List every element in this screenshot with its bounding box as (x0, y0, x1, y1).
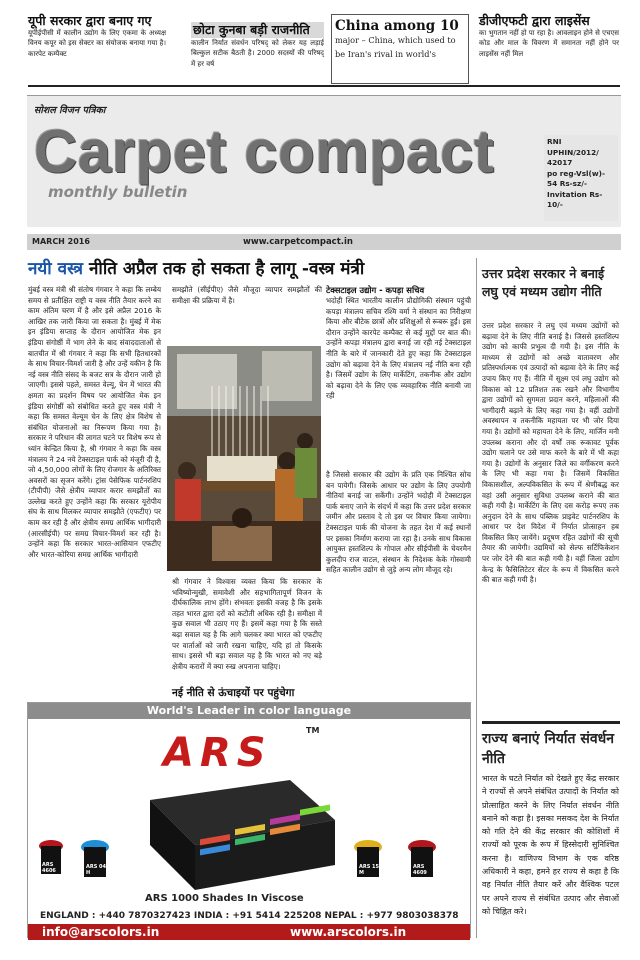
article-column-2-bottom: श्री गंगवार ने विश्वास व्यक्त किया कि सरकार के भविष्योन्मुखी, समावेशी और सहभागितापूर्ण विजन के दीर्घकालिक लाभ होंगे। संभवतः इसकी वजह है कि इसके तहत भारत द्वारा दरों को कटौती अधिक रही है। समीक्षा में कुछ सवाल भी उठाए गए हैं। इसमें कहा गया है कि सस्ते बढ़ा सवाल यह है कि आगे चलकर क्या भारत को एफटीए पर वार्ताओं को जारी रखना चाहिए, यदि हां तो किसके साथ। इससे भी बड़ा सवाल यह है कि भारत को नए बड़े क्षेत्रीय करारों में क्या रुख अपनाना चाहिए। (172, 577, 322, 671)
article-subheading: टेक्सटाइल उद्योग - कपड़ा सचिव (326, 285, 425, 295)
ars-logo: ARS (163, 730, 272, 776)
yarn-spool-icon (80, 840, 110, 884)
yarn-spool (38, 840, 64, 884)
sidebar-headline-export-policy[interactable]: राज्य बनाएं निर्यात संवर्धन नीति (482, 731, 614, 767)
ad-email-link[interactable]: info@arscolors.in (42, 925, 160, 939)
yarn-spool-icon (407, 840, 437, 884)
reg-line: Invitation Rs-10/- (547, 189, 603, 209)
spool-label: ARS 15 M (359, 864, 380, 876)
registration-box (544, 135, 618, 221)
shade-card-box (140, 780, 340, 890)
teaser-body: यूपीईपीसी में कालीन उद्योग के लिए एकमा के अध्यक्ष विनय कपूर को इस सेक्टर का संयोजक बनाया गया है। कारपेट कम्पैक्ट (28, 29, 166, 58)
ad-website-link[interactable]: www.arscolors.in (290, 925, 407, 939)
sidebar-body-msme-policy: उत्तर प्रदेश सरकार ने लघु एवं मध्यम उद्योगों को बढ़ावा देने के लिए नीति बनाई है। जिससे हस्तशिल्प उद्योग को काफी प्रभुत्व दी गयी है। इस नीति के माध्यम से उद्योगों को अच्छे वातावरण और प्रतिस्पर्धात्मक एवं उत्पादों को बढ़ावा देने के लिए कई उपाय किए गए हैं। नीति में सूक्ष्म एवं लघु उद्योग को विकास को 12 प्रतिशत तक रखने और विभागीय द्वारा उद्योगों को सुगमता प्रदान करने, महिलाओं की भागीदारी बढ़ाने के लिए कहा गया है। वहीं उद्योगों अवस्थापन व तकनीकि महायता पर भी जोर दिया गया है। उद्योगों को महायता देने के लिए, मार्जिन मनी उपलब्ध कराना और दो वर्षों तक रूकावट पूर्वक उद्योग चलाने पर उसे माफ करने के बारे में भी कहा गया है। उद्योगों के अनुसार जिले का वर्गीकरण करने के लिए भी कहा गया है। जिसमें विकसित विकासशील, अल्पविकसित के रूप में श्रेणीबद्ध कर वहां उसी अनुसार सुविधा उपलब्ध कराने की बात कही गयी है। मार्केटिंग के लिए दस करोड़ रूपए तक अनुदान देने के साथ पब्लिक प्राइवेट पार्टनरशिप के आधार पर देश विदेश में निर्यात प्रोत्साहन हब विकसित किए जायेंगे। प्रदूषण रहित उद्योगों की सूची तैयार की जायेगी। उद्यमियों को सेल्फ सर्टिफिकेशन पर जोर देने की बात कही गयी है। वहीं जिला उद्योग केन्द्र के फैसिलिटेटर सेंटर के रूप में विकसित करने की बात कही गयी है। (482, 321, 619, 585)
issue-date: MARCH 2016 (32, 237, 90, 246)
teaser-up-govt[interactable] (28, 14, 166, 76)
teaser-body: कालीन निर्यात संवर्धन परिषद् को लेकर यह लड़ाई बिल्कुल सटीक बैठती है। 2000 सदस्यों की परिषद् में हर वर्ष (191, 39, 324, 68)
article-column-3-bottom: है जिससे सरकार की उद्योग के प्रति एक निश्चित सोच बन पायेगी। जिसके आधार पर उद्योग के लिए उपयोगी नीतियां बनाई जा सकेंगी। उन्होंने भदोही में टेक्सटाइल पार्क बनाए जाने के संदर्भ में कहा कि उत्तर प्रदेश सरकार जमीन और प्रस्ताव दे तो इस पर विचार किया जायेगा। टेक्सटाइल पार्क की योजना के तहत देश में कई स्थानों पर इसका निर्माण कराया जा रहा है। उनके साथ विकास आयुक्त हस्तशिल्प के गोपाल और सीईपीसी के चेयरमैन कुलदीप राज वाटल, संस्थान के निदेशक केके गोस्वामी सहित कालीन उद्योग से जुड़े अन्य लोग मौजूद रहे। (326, 470, 471, 575)
teaser-headline: डीजीएफटी द्वारा लाइसेंस (479, 13, 590, 28)
spool-label: ARS 4606 (42, 862, 56, 874)
teaser-body: का भुगतान नहीं हो पा रहा है। आवलाइन होने से एचएस कोड और माल के विवरण में समानता नहीं होने पर लाइसेंस नहीं मिल (479, 29, 619, 58)
reg-line: UPHIN/2012/ (547, 147, 599, 157)
masthead-tagline: सोशल विजन पत्रिका (34, 105, 106, 116)
teaser-china[interactable] (331, 14, 469, 84)
spool-label: ARS 04 H (86, 864, 107, 876)
teaser-body: major – China, which used to be Iran's rival in world's (335, 35, 456, 59)
main-headline[interactable] (28, 258, 468, 280)
divider (482, 721, 620, 724)
masthead-logo: Carpet compact (34, 118, 495, 185)
column-divider (476, 258, 477, 938)
masthead-subtitle: monthly bulletin (48, 183, 188, 201)
teaser-small-family[interactable] (191, 22, 324, 80)
article-text: भदोही स्थित भारतीय कालीन प्रौद्योगिकी संस्थान पहुंची कपड़ा मंत्रालय सचिव रश्मि वर्मा ने संस्थान का निरीक्षण किया और बीटेक छात्रों और प्रशिक्षुओं से रूबरू हुईं। इस दौरान उन्होंने कारपेट कम्पैक्ट से कई मुद्दों पर बात की। उन्होंने कपड़ा मंत्रालय द्वारा बनाई जा रही नई टेक्सटाइल नीति के बारे में जानकारी देते हुए कहा कि टेक्सटाइल उद्योग को बढ़ावा देने के लिए मंत्रालय नई नीति बना रही है। जिसमें उद्योग के लिए मार्केटिंग, तकनीक और उद्योग को बढ़ावा देने के लिए एक व्यवहारिक नीति बनायी जा रही (326, 296, 471, 401)
main-headline-text: नीति अप्रैल तक हो सकता है लागू -वस्त्र मंत्री (83, 259, 365, 279)
article-photo (167, 346, 321, 571)
reg-line: po reg-Vsl(w)- (547, 168, 605, 178)
yarn-spool (407, 840, 437, 888)
yarn-spool (353, 840, 383, 888)
reg-line: RNI (547, 137, 562, 146)
article-column-2-top: समझौते (सीईपीए) जैसे मौजूदा व्यापार समझौतों की समीक्षा की प्रक्रिया में है। (172, 285, 322, 305)
ad-banner: World's Leader in color language (28, 703, 470, 719)
ad-contact-numbers: ENGLAND : +440 7870327423 INDIA : +91 5414 225208 NEPAL : +977 9803038378 (40, 911, 459, 921)
trademark-mark: TM (306, 726, 320, 735)
teaser-headline: छोटा कुनबा बड़ी राजनीति (191, 22, 324, 38)
yarn-spool-icon (353, 840, 383, 884)
divider (28, 85, 620, 87)
pull-quote: नई नीति से ऊंचाइयों पर पहुंचेगा (172, 687, 295, 699)
article-column-3 (326, 285, 471, 402)
spool-label: ARS 4609 (413, 864, 427, 876)
sidebar-body-export-policy: भारत के घटते निर्यात को देखते हुए केंद्र सरकार ने राज्यों से अपने संबंधित उत्पादों के निर्यात को प्रोत्साहित करने के लिए निर्यात संवर्धन नीति बनाने को कहा है। इसका मसकद देश के निर्यात को गति देने की केंद्र सरकार की कोशिशों में राज्यों को पूरक के रूप में हिस्सेदारी सुनिश्चित करना है। वाणिज्य विभाग के एक वरिष्ठ अधिकारी ने कहा, हमने हर राज्य से कहा है कि वह निर्यात नीति तैयार करें और वैश्विक पटल पर अपने राज्य से संबंधित उत्पाद और सेवाओं को चिह्नित करे। (482, 774, 619, 916)
reg-line: 54 Rs-sz/- (547, 179, 587, 188)
article-column-1: मुंबई वस्त्र मंत्री श्री संतोष गंगवार ने कहा कि लम्बेय समय से प्रतीक्षित राष्ट्री य वस्त्र नीति तैयार करने का काम अंतिम चरण में है और इसे अप्रैल 2016 के आखिर तक जारी किया जा सकता है। मुंबई में मेक इन इंडिया सप्ताह के दौरान आयोजित मेक इन इंडिया संगोष्ठीं में भाग लेने के बाद संवाददाताओं से बातचीत में श्री गंगवार ने कहा कि सभी हितधारकों के साथ विचार-विमर्श जारी है और उन्हें यकीन है कि नई वस्त्र नीति संसद के बजट सत्र के दौरान जारी हो जाएगी। इससे पहले, समस्त वेल्यू, चेन में भारत की क्षमता का प्रदर्शन विषय पर आयोजित मेक इन इंडिया संगोष्ठीं को संबोधित करते हुए वस्त्र मंत्री ने कहा कि समस्त वेल्यूम चेन के लिए क्षेत्र विशेष से संबंधित योजनाओं का निरूपण किया गया है। सरकार ने परिधान की लागत घटने पर विशेष रूप से ध्यांन केन्द्रित किया है, श्री गंगवार ने कहा कि वस्त्र मंत्रालय ने 24 नये टेक्सटाइल पार्क को मंजूरी दी है, जो 4,50,000 लोगों के लिए रोजगार के अतिरिक्त अवसरों का सृजन करेंगे। ट्रांस पेसेफिक पार्टनरशिप (टीपीपी) जैसे क्षेत्रीय व्यापार करार समझौतों का उल्लेख करते हुए उन्होंने कहा कि सरकार यूरोपीय संघ के साथ मिलकर व्यापार समझौते (एफटीए) पर काम कर रही है और क्षेत्रीय समग्र आर्थिक भागीदारी (आरसीईपी) पर समग्र विचार-विमर्श कर रही है। उन्होंने कहा कि सरकार भारत-आसियान एफटीए और भारत-कोरिया समग्र आर्थिक भागीदारी (28, 285, 162, 559)
sidebar-headline-msme-policy[interactable]: उत्तर प्रदेश सरकार ने बनाई लघु एवं मध्यम उद्योग नीति (482, 266, 605, 299)
ad-caption: ARS 1000 Shades In Viscose (145, 893, 304, 904)
website-link[interactable]: www.carpetcompact.in (243, 237, 353, 247)
teaser-headline: China among 10 (335, 18, 459, 34)
main-headline-highlight: नयी वस्त्र (28, 259, 84, 279)
teaser-dgft-license[interactable] (479, 14, 619, 76)
teaser-headline: यूपी सरकार द्वारा बनाए गए (28, 13, 152, 28)
yarn-spool (80, 840, 110, 888)
reg-line: 42017 (547, 158, 573, 167)
yarn-spool-icon (38, 840, 64, 880)
